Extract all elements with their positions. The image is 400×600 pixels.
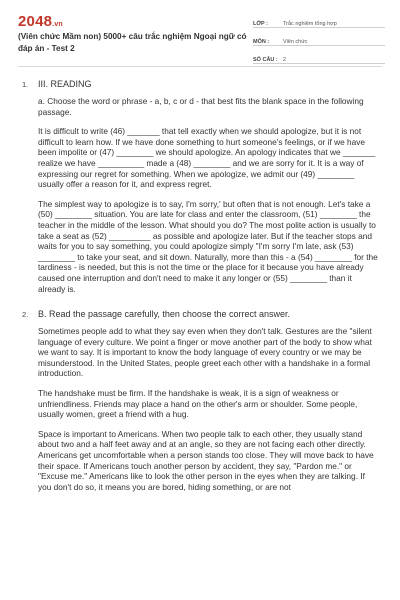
question-heading: III. READING [38,79,92,89]
meta-key: SỐ CÂU : [253,57,278,63]
question-number: 2. [22,310,29,320]
site-logo[interactable]: 2048.vn [18,13,63,30]
header-divider [18,66,382,67]
question-1 [0,78,400,294]
document-title: (Viên chức Mầm non) 5000+ câu trắc nghiệm Ngoại ngữ có đáp án - Test 2 [18,32,247,53]
passage-paragraph: The handshake must be firm. If the handshake is weak, it is a sign of weakness or unfriendliness. Friends may place a hand on the other's arm or shoulder. Some people, usually women, greet a friend with a hug. [38,388,358,420]
meta-key: LỚP : [253,21,268,27]
meta-row-question-count [253,50,385,64]
passage-paragraph: It is difficult to write (46) _______ that tell exactly when we should apologize, but it is not difficult to learn how. If we have done something to hurt someone's feelings, or if we have been impolite or (47) ________ we should apologize. An apology indicates that we _______ realize we have __________ made a (48) ________ and we are sorry for it. It is a way of expressing our regret for something. When we apologize, we admit our (49) ________ usually offer a reason for it, and express regret. [38,126,376,190]
instruction-paragraph: a. Choose the word or phrase - a, b, c or d - that best fits the blank space in the following passage. [38,96,364,117]
question-number: 1. [22,80,29,89]
meta-row-subject [253,32,385,46]
document-header [0,0,400,64]
passage-paragraph: Sometimes people add to what they say even when they don't talk. Gestures are the "silent language of every culture. We point a finger or move another part of the body to show what we want to say. It is important to know the body language of every country or we may be misunderstood. In the United States, people greet each other with a handshake in a formal introduction. [38,326,372,379]
question-body [38,326,380,492]
question-body [38,96,380,294]
document-meta [253,14,385,68]
document-body [0,78,400,501]
question-2 [0,308,400,492]
meta-row-class [253,14,385,28]
meta-value: Viên chức [283,39,308,45]
passage-paragraph: Space is important to Americans. When two people talk to each other, they usually stand about two and a half feet away and at an angle, so they are not facing each other directly. Americans get uncomfortable when a person stands too close. They will move back to have their space. If Americans touch another person by accident, they say, "Pardon me." or "Excuse me." Americans like to look the other person in the eyes when they are talking. If you don't do so, it means you are bored, hiding something, or are not [38,428,374,492]
meta-key: MÔN : [253,39,270,45]
passage-paragraph: The simplest way to apologize is to say, I'm sorry,' but often that is not enough. Let's take a (50) ________ situation. You are late for class and enter the classroom, (51) ________ the teacher in the middle of the lesson. What should you do? The most polite action is usually to take a seat as (52) _________ as possible and apologize later. But if the teacher stops and waits for you to say something, you could apologize simply "I'm sorry I'm late, ask (53) ________ to take your seat, and sit down. Naturally, more than this - a (54) ________ for the tardiness - is needed, but this is not the time or the place for it because you have already caused one interruption and don't need to make it any longer or (55) ________ than it already is. [38,198,378,294]
meta-value: Trắc nghiệm tổng hợp [283,21,337,27]
meta-value: 2 [283,57,287,63]
question-heading: B. Read the passage carefully, then choose the correct answer. [38,309,290,320]
